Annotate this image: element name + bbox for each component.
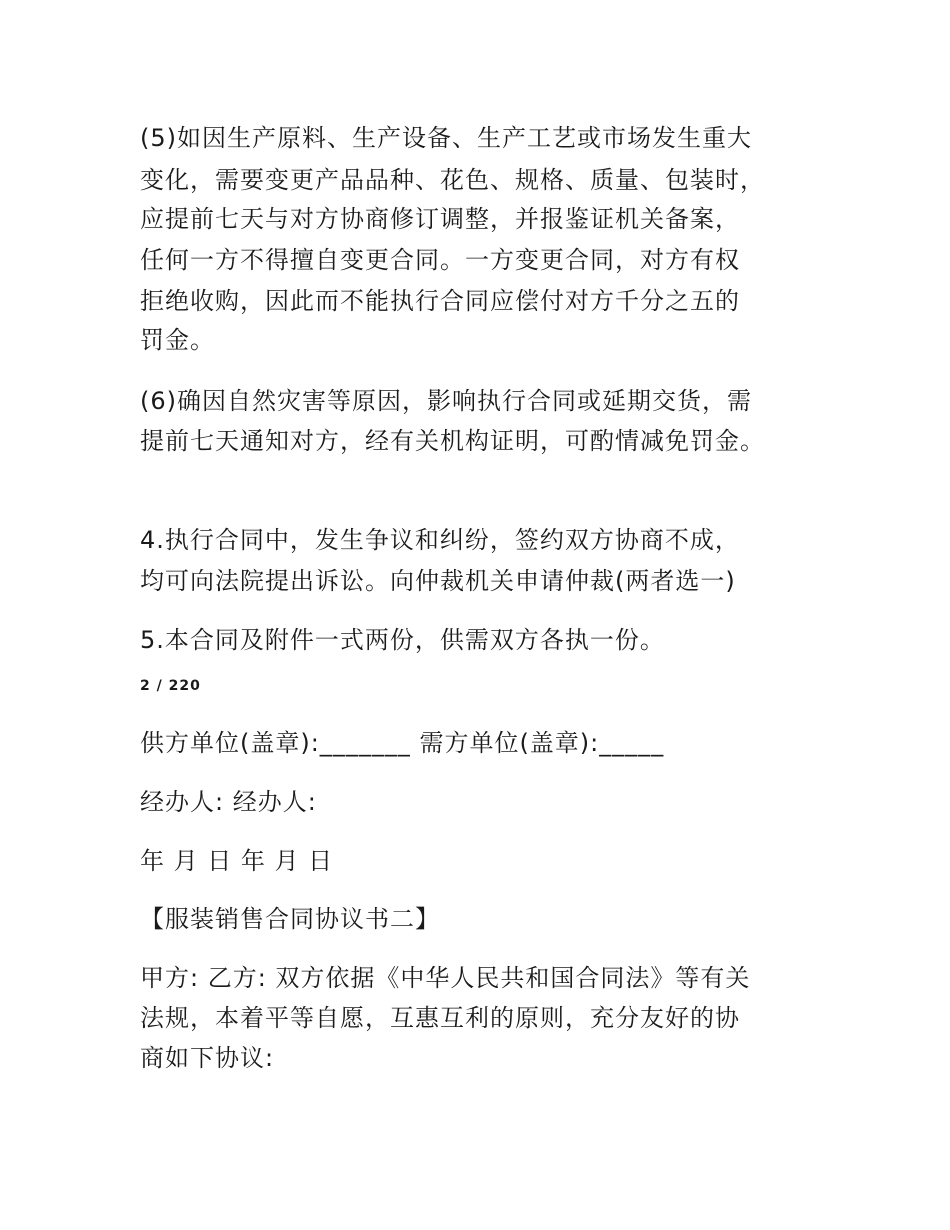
clause-6-line-2: 提前七天通知对方，经有关机构证明，可酌情减免罚金。 [140, 427, 765, 455]
section-title: 【服装销售合同协议书二】 [140, 905, 440, 933]
clause-5-line-4: 任何一方不得擅自变更合同。一方变更合同，对方有权 [140, 246, 740, 274]
intro-line-2: 法规，本着平等自愿，互惠互利的原则，充分友好的协 [140, 1004, 740, 1032]
clause-6-line-1: (6)确因自然灾害等原因，影响执行合同或延期交货，需 [140, 387, 752, 415]
intro-line-3: 商如下协议: [140, 1044, 275, 1072]
dates-line: 年 月 日 年 月 日 [140, 847, 334, 875]
item-4-line-1: 4.执行合同中，发生争议和纠纷，签约双方协商不成， [140, 526, 740, 554]
intro-line-1: 甲方: 乙方: 双方依据《中华人民共和国合同法》等有关 [140, 964, 751, 992]
clause-5-line-3: 应提前七天与对方协商修订调整，并报鉴证机关备案， [140, 205, 740, 233]
signature-units: 供方单位(盖章):_______ 需方单位(盖章):_____ [140, 729, 665, 757]
page-number: 2 / 220 [140, 678, 201, 694]
clause-5-line-1: (5)如因生产原料、生产设备、生产工艺或市场发生重大 [140, 124, 752, 152]
item-5: 5.本合同及附件一式两份，供需双方各执一份。 [140, 626, 665, 654]
item-4-line-2: 均可向法院提出诉讼。向仲裁机关申请仲裁(两者选一) [140, 567, 736, 595]
clause-5-line-6: 罚金。 [140, 326, 215, 354]
agents-line: 经办人: 经办人: [140, 788, 317, 816]
clause-5-line-2: 变化，需要变更产品品种、花色、规格、质量、包装时， [140, 166, 765, 194]
clause-5-line-5: 拒绝收购，因此而不能执行合同应偿付对方千分之五的 [140, 287, 740, 315]
